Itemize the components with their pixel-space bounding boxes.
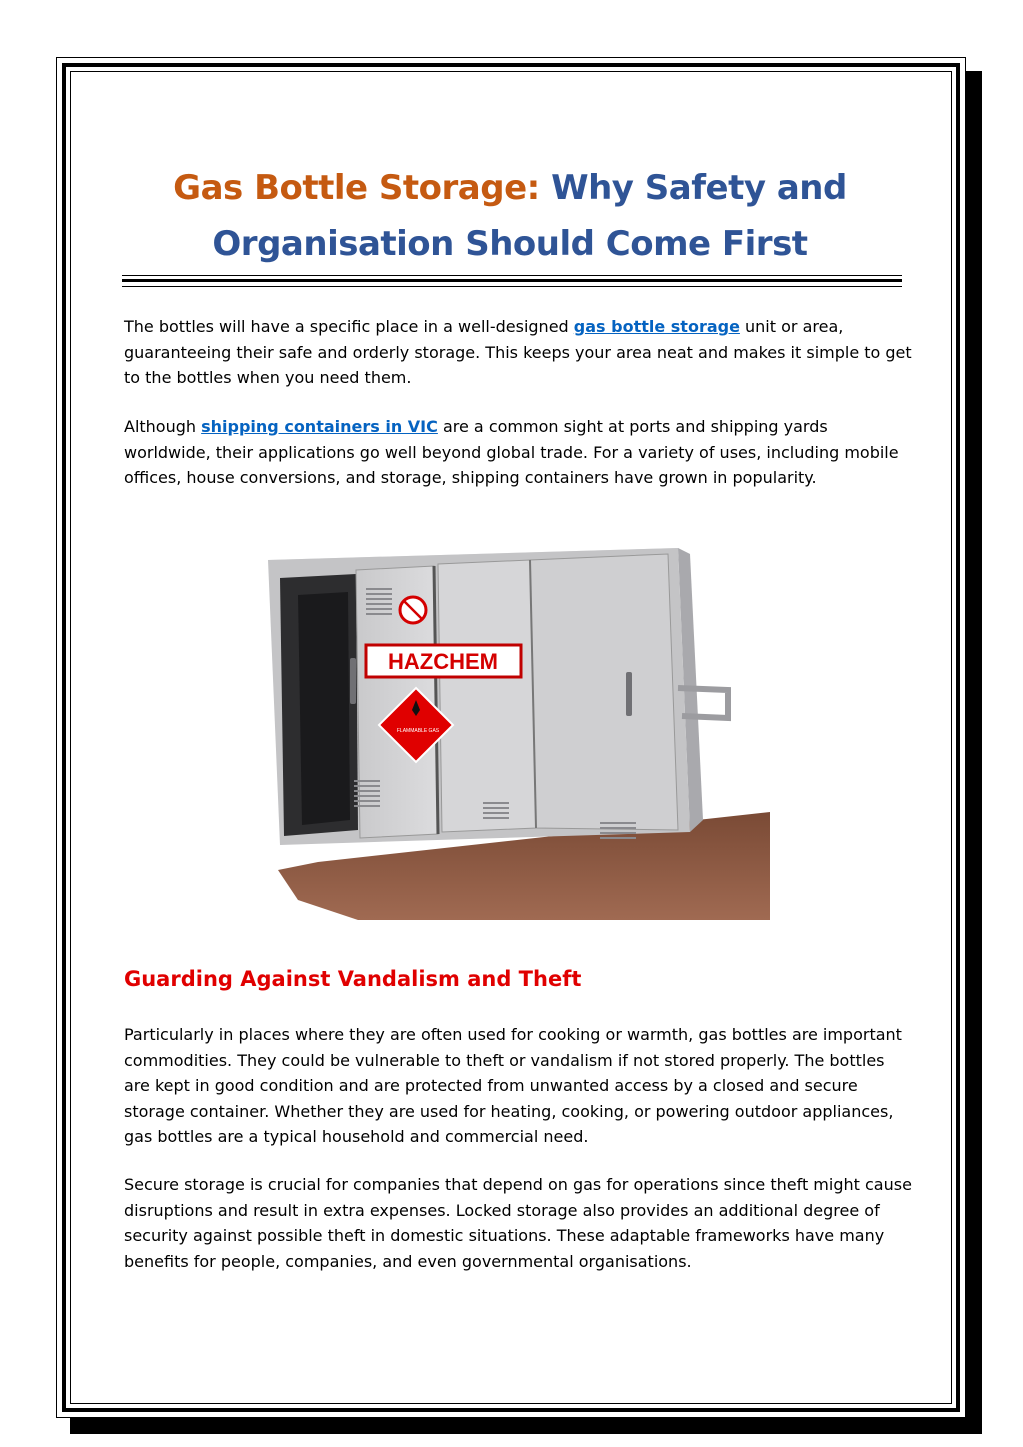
section-heading: Guarding Against Vandalism and Theft [124, 967, 582, 991]
paragraph-intro [124, 314, 914, 391]
title-rule-thin-bottom [122, 286, 902, 287]
para1-text-after: unit or area, guaranteeing their safe and orderly storage. This keeps your area neat and makes it simple to get to the bottles when you need them. [124, 317, 912, 387]
center-door [438, 560, 536, 832]
title-rule-thin-top [122, 275, 902, 276]
paragraph-vandalism: Particularly in places where they are often used for cooking or warmth, gas bottles are important commodities. They could be vulnerable to theft or vandalism if not stored properly. The bottles are kept in good condition and are protected from unwanted access by a closed and secure storage container. Whether they are used for heating, cooking, or powering outdoor appliances, gas bottles are a typical household and commercial need. [124, 1025, 902, 1146]
door-handle-right [626, 672, 632, 716]
hazchem-storage-cabinet-image [258, 540, 770, 920]
title-part-blue: Why Safety and Organisation Should Come First [212, 168, 847, 264]
door-handle-left [350, 658, 356, 704]
page-title [100, 160, 920, 272]
title-part-orange: Gas Bottle Storage: [173, 168, 540, 208]
right-door [530, 554, 678, 830]
paragraph-secure-storage: Secure storage is crucial for companies that depend on gas for operations since theft might cause disruptions and result in extra expenses. Locked storage also provides an additional degree of security against possible theft in domestic situations. These adaptable frameworks have many benefits for people, companies, and even governmental organisations. [124, 1175, 912, 1271]
para2-text-before: Although [124, 417, 202, 436]
title-rule-thick [122, 279, 902, 282]
paragraph-shipping [124, 414, 914, 491]
para2-text-after: are a common sight at ports and shipping yards worldwide, their applications go well beyond global trade. For a variety of uses, including mobile offices, house conversions, and storage, shipping containers have grown in popularity. [124, 417, 899, 487]
diamond-text: FLAMMABLE GAS [396, 728, 440, 734]
gas-bottle-storage-link[interactable]: gas bottle storage [573, 317, 740, 336]
hazchem-sign-text: HAZCHEM [388, 649, 498, 674]
shipping-containers-link[interactable]: shipping containers in VIC [201, 417, 438, 436]
para1-text-before: The bottles will have a specific place in a well-designed [124, 317, 574, 336]
